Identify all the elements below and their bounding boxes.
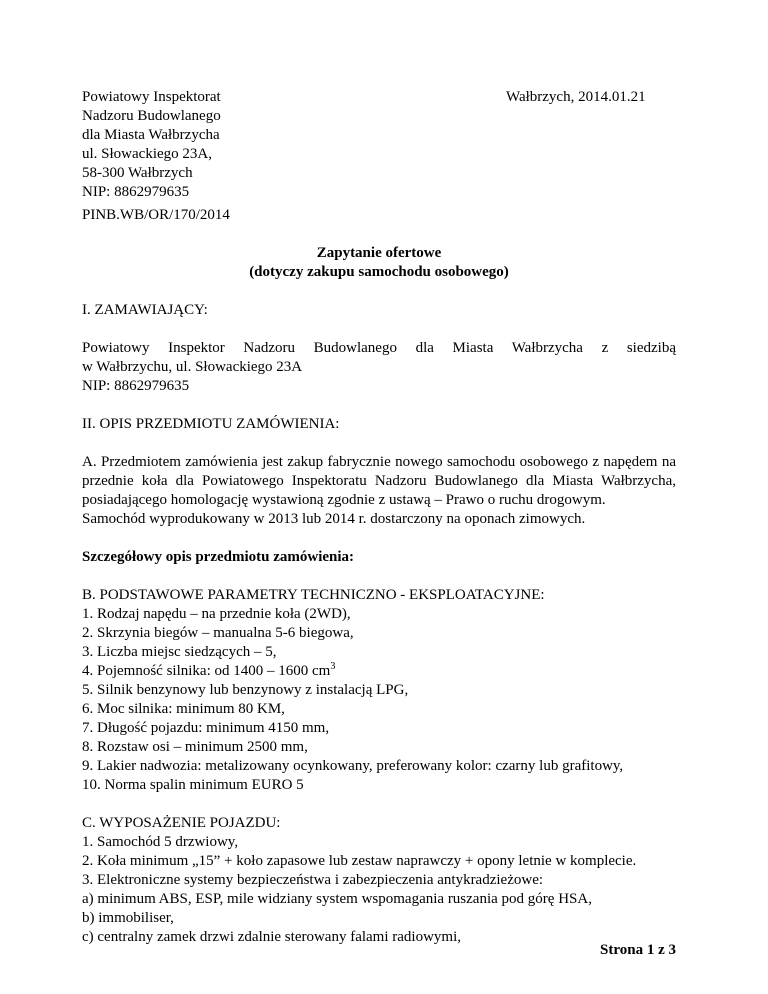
sender-line: dla Miasta Wałbrzycha: [82, 127, 220, 143]
list-item: b) immobiliser,: [82, 910, 174, 926]
list-item: 9. Lakier nadwozia: metalizowany ocynkowany, preferowany kolor: czarny lub grafitowy,: [82, 758, 624, 774]
list-item: 5. Silnik benzynowy lub benzynowy z instalacją LPG,: [82, 682, 409, 698]
sender-line: Nadzoru Budowlanego: [82, 108, 221, 124]
details-heading: Szczegółowy opis przedmiotu zamówienia:: [82, 549, 355, 565]
list-item: 8. Rozstaw osi – minimum 2500 mm,: [82, 739, 308, 755]
list-item: 7. Długość pojazdu: minimum 4150 mm,: [82, 720, 330, 736]
sender-line: 58-300 Wałbrzych: [82, 165, 193, 181]
paragraph-a: A. Przedmiotem zamówienia jest zakup fabrycznie nowego samochodu osobowego z napędem na przednie koła dla Powiatowego Inspektoratu Nadzoru Budowlanego dla Miasta Wałbrzycha, posiadającego homologację wystawioną zgodnie z ustawą – Prawo o ruchu drogowym.: [82, 454, 676, 508]
superscript: 3: [330, 661, 336, 672]
list-item: 3. Liczba miejsc siedzących – 5,: [82, 644, 277, 660]
document-body: [82, 206, 676, 947]
list-item: 2. Koła minimum „15” + koło zapasowe lub zestaw naprawczy + opony letnie w komplecie.: [82, 853, 637, 869]
reference-number: PINB.WB/OR/170/2014: [82, 207, 230, 223]
sender-line: NIP: 8862979635: [82, 184, 190, 200]
section-heading: II. OPIS PRZEDMIOTU ZAMÓWIENIA:: [82, 416, 340, 432]
place-date: Wałbrzych, 2014.01.21: [506, 89, 646, 105]
page-number: Strona 1 z 3: [600, 942, 676, 958]
orderer-line: NIP: 8862979635: [82, 378, 190, 394]
list-item: 3. Elektroniczne systemy bezpieczeństwa i zabezpieczenia antykradzieżowe:: [82, 872, 544, 888]
section-heading: C. WYPOSAŻENIE POJAZDU:: [82, 815, 281, 831]
list-item: 10. Norma spalin minimum EURO 5: [82, 777, 304, 793]
list-item: 1. Samochód 5 drzwiowy,: [82, 834, 239, 850]
list-item: 2. Skrzynia biegów – manualna 5-6 biegowa,: [82, 625, 354, 641]
sender-address: [82, 88, 221, 202]
section-heading: B. PODSTAWOWE PARAMETRY TECHNICZNO - EKSPLOATACYJNE:: [82, 587, 545, 603]
list-item: c) centralny zamek drzwi zdalnie sterowany falami radiowymi,: [82, 929, 462, 945]
sender-line: Powiatowy Inspektorat: [82, 89, 221, 105]
document-subtitle: (dotyczy zakupu samochodu osobowego): [249, 264, 509, 280]
list-item: 1. Rodzaj napędu – na przednie koła (2WD),: [82, 606, 351, 622]
list-item: 6. Moc silnika: minimum 80 KM,: [82, 701, 285, 717]
list-item: a) minimum ABS, ESP, mile widziany system wspomagania ruszania pod górę HSA,: [82, 891, 592, 907]
orderer-line: w Wałbrzychu, ul. Słowackiego 23A: [82, 359, 303, 375]
list-item: [82, 662, 676, 681]
paragraph-a2: Samochód wyprodukowany w 2013 lub 2014 r. dostarczony na oponach zimowych.: [82, 511, 586, 527]
section-heading: I. ZAMAWIAJĄCY:: [82, 302, 208, 318]
orderer-line: Powiatowy Inspektor Nadzoru Budowlanego dla Miasta Wałbrzycha z siedzibą: [82, 340, 676, 356]
list-item-text: 4. Pojemność silnika: od 1400 – 1600 cm: [82, 663, 331, 679]
sender-line: ul. Słowackiego 23A,: [82, 146, 212, 162]
document-title: Zapytanie ofertowe: [316, 245, 442, 261]
